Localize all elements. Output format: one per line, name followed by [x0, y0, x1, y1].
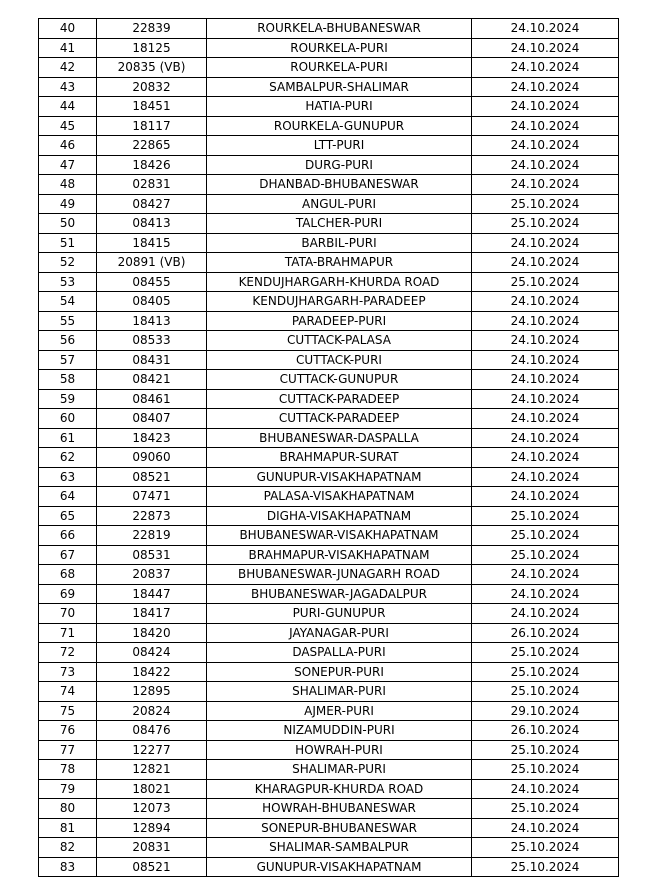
- train-number-cell: 08421: [97, 370, 207, 390]
- train-number-cell: 18422: [97, 662, 207, 682]
- route-cell: SHALIMAR-PURI: [207, 682, 472, 702]
- table-row: [39, 370, 619, 390]
- serial-number-cell: 47: [39, 155, 97, 175]
- table-row: [39, 19, 619, 39]
- route-cell: BHUBANESWAR-VISAKHAPATNAM: [207, 526, 472, 546]
- date-cell: 24.10.2024: [472, 116, 619, 136]
- date-cell: 24.10.2024: [472, 38, 619, 58]
- serial-number-cell: 55: [39, 311, 97, 331]
- serial-number-cell: 53: [39, 272, 97, 292]
- route-cell: TALCHER-PURI: [207, 214, 472, 234]
- table-row: [39, 721, 619, 741]
- table-row: [39, 682, 619, 702]
- train-number-cell: 18021: [97, 779, 207, 799]
- train-number-cell: 18447: [97, 584, 207, 604]
- table-row: [39, 233, 619, 253]
- route-cell: BARBIL-PURI: [207, 233, 472, 253]
- date-cell: 24.10.2024: [472, 58, 619, 78]
- route-cell: DHANBAD-BHUBANESWAR: [207, 175, 472, 195]
- serial-number-cell: 75: [39, 701, 97, 721]
- route-cell: ROURKELA-PURI: [207, 58, 472, 78]
- table-row: [39, 740, 619, 760]
- date-cell: 24.10.2024: [472, 19, 619, 39]
- train-number-cell: 18417: [97, 604, 207, 624]
- date-cell: 24.10.2024: [472, 136, 619, 156]
- train-schedule-table: [38, 18, 619, 877]
- serial-number-cell: 71: [39, 623, 97, 643]
- table-row: [39, 253, 619, 273]
- train-number-cell: 18413: [97, 311, 207, 331]
- table-row: [39, 77, 619, 97]
- serial-number-cell: 62: [39, 448, 97, 468]
- serial-number-cell: 78: [39, 760, 97, 780]
- route-cell: CUTTACK-PURI: [207, 350, 472, 370]
- serial-number-cell: 49: [39, 194, 97, 214]
- date-cell: 25.10.2024: [472, 760, 619, 780]
- train-number-cell: 08413: [97, 214, 207, 234]
- route-cell: CUTTACK-PARADEEP: [207, 389, 472, 409]
- serial-number-cell: 63: [39, 467, 97, 487]
- date-cell: 24.10.2024: [472, 818, 619, 838]
- train-number-cell: 22865: [97, 136, 207, 156]
- route-cell: ROURKELA-PURI: [207, 38, 472, 58]
- train-number-cell: 08461: [97, 389, 207, 409]
- date-cell: 24.10.2024: [472, 428, 619, 448]
- date-cell: 26.10.2024: [472, 721, 619, 741]
- serial-number-cell: 45: [39, 116, 97, 136]
- train-number-cell: 09060: [97, 448, 207, 468]
- date-cell: 25.10.2024: [472, 545, 619, 565]
- route-cell: SHALIMAR-SAMBALPUR: [207, 838, 472, 858]
- table-row: [39, 779, 619, 799]
- table-row: [39, 467, 619, 487]
- train-number-cell: 12895: [97, 682, 207, 702]
- date-cell: 25.10.2024: [472, 682, 619, 702]
- table-row: [39, 136, 619, 156]
- serial-number-cell: 50: [39, 214, 97, 234]
- route-cell: TATA-BRAHMAPUR: [207, 253, 472, 273]
- table-body: [39, 19, 619, 877]
- serial-number-cell: 44: [39, 97, 97, 117]
- serial-number-cell: 58: [39, 370, 97, 390]
- serial-number-cell: 46: [39, 136, 97, 156]
- serial-number-cell: 52: [39, 253, 97, 273]
- serial-number-cell: 43: [39, 77, 97, 97]
- serial-number-cell: 74: [39, 682, 97, 702]
- table-row: [39, 506, 619, 526]
- route-cell: ANGUL-PURI: [207, 194, 472, 214]
- train-number-cell: 08521: [97, 857, 207, 877]
- train-number-cell: 08431: [97, 350, 207, 370]
- serial-number-cell: 48: [39, 175, 97, 195]
- date-cell: 25.10.2024: [472, 662, 619, 682]
- table-row: [39, 526, 619, 546]
- date-cell: 25.10.2024: [472, 194, 619, 214]
- table-row: [39, 584, 619, 604]
- train-number-cell: 20831: [97, 838, 207, 858]
- serial-number-cell: 41: [39, 38, 97, 58]
- table-row: [39, 409, 619, 429]
- date-cell: 26.10.2024: [472, 623, 619, 643]
- train-number-cell: 08533: [97, 331, 207, 351]
- serial-number-cell: 65: [39, 506, 97, 526]
- train-number-cell: 18125: [97, 38, 207, 58]
- route-cell: BRAHMAPUR-VISAKHAPATNAM: [207, 545, 472, 565]
- table-row: [39, 662, 619, 682]
- date-cell: 24.10.2024: [472, 175, 619, 195]
- train-number-cell: 08455: [97, 272, 207, 292]
- route-cell: HOWRAH-BHUBANESWAR: [207, 799, 472, 819]
- route-cell: SAMBALPUR-SHALIMAR: [207, 77, 472, 97]
- table-row: [39, 604, 619, 624]
- table-row: [39, 214, 619, 234]
- table-row: [39, 97, 619, 117]
- serial-number-cell: 83: [39, 857, 97, 877]
- route-cell: BHUBANESWAR-JUNAGARH ROAD: [207, 565, 472, 585]
- date-cell: 25.10.2024: [472, 526, 619, 546]
- route-cell: DASPALLA-PURI: [207, 643, 472, 663]
- train-number-cell: 07471: [97, 487, 207, 507]
- date-cell: 24.10.2024: [472, 155, 619, 175]
- train-number-cell: 08405: [97, 292, 207, 312]
- train-number-cell: 08521: [97, 467, 207, 487]
- train-number-cell: 12277: [97, 740, 207, 760]
- train-number-cell: 20824: [97, 701, 207, 721]
- table-row: [39, 799, 619, 819]
- date-cell: 25.10.2024: [472, 643, 619, 663]
- route-cell: GUNUPUR-VISAKHAPATNAM: [207, 467, 472, 487]
- train-number-cell: 08424: [97, 643, 207, 663]
- date-cell: 25.10.2024: [472, 740, 619, 760]
- train-number-cell: 22819: [97, 526, 207, 546]
- table-row: [39, 565, 619, 585]
- route-cell: SONEPUR-BHUBANESWAR: [207, 818, 472, 838]
- table-row: [39, 350, 619, 370]
- train-number-cell: 20837: [97, 565, 207, 585]
- serial-number-cell: 57: [39, 350, 97, 370]
- date-cell: 24.10.2024: [472, 448, 619, 468]
- table-row: [39, 155, 619, 175]
- train-number-cell: 22873: [97, 506, 207, 526]
- route-cell: KENDUJHARGARH-PARADEEP: [207, 292, 472, 312]
- table-row: [39, 428, 619, 448]
- route-cell: DIGHA-VISAKHAPATNAM: [207, 506, 472, 526]
- serial-number-cell: 68: [39, 565, 97, 585]
- train-number-cell: 12894: [97, 818, 207, 838]
- date-cell: 24.10.2024: [472, 77, 619, 97]
- table-row: [39, 272, 619, 292]
- serial-number-cell: 77: [39, 740, 97, 760]
- serial-number-cell: 80: [39, 799, 97, 819]
- train-number-cell: 12073: [97, 799, 207, 819]
- route-cell: KHARAGPUR-KHURDA ROAD: [207, 779, 472, 799]
- train-number-cell: 18415: [97, 233, 207, 253]
- train-number-cell: 18451: [97, 97, 207, 117]
- date-cell: 25.10.2024: [472, 857, 619, 877]
- serial-number-cell: 54: [39, 292, 97, 312]
- route-cell: GUNUPUR-VISAKHAPATNAM: [207, 857, 472, 877]
- route-cell: BRAHMAPUR-SURAT: [207, 448, 472, 468]
- table-row: [39, 116, 619, 136]
- serial-number-cell: 76: [39, 721, 97, 741]
- route-cell: SONEPUR-PURI: [207, 662, 472, 682]
- serial-number-cell: 81: [39, 818, 97, 838]
- serial-number-cell: 69: [39, 584, 97, 604]
- table-row: [39, 838, 619, 858]
- date-cell: 24.10.2024: [472, 253, 619, 273]
- train-number-cell: 20832: [97, 77, 207, 97]
- date-cell: 24.10.2024: [472, 584, 619, 604]
- train-number-cell: 02831: [97, 175, 207, 195]
- date-cell: 24.10.2024: [472, 487, 619, 507]
- table-row: [39, 448, 619, 468]
- date-cell: 24.10.2024: [472, 467, 619, 487]
- table-row: [39, 175, 619, 195]
- route-cell: KENDUJHARGARH-KHURDA ROAD: [207, 272, 472, 292]
- date-cell: 24.10.2024: [472, 389, 619, 409]
- route-cell: LTT-PURI: [207, 136, 472, 156]
- table-row: [39, 760, 619, 780]
- serial-number-cell: 72: [39, 643, 97, 663]
- serial-number-cell: 66: [39, 526, 97, 546]
- date-cell: 25.10.2024: [472, 272, 619, 292]
- date-cell: 24.10.2024: [472, 331, 619, 351]
- serial-number-cell: 51: [39, 233, 97, 253]
- train-number-cell: 18420: [97, 623, 207, 643]
- route-cell: ROURKELA-BHUBANESWAR: [207, 19, 472, 39]
- table-row: [39, 38, 619, 58]
- table-row: [39, 701, 619, 721]
- train-number-cell: 08531: [97, 545, 207, 565]
- table-row: [39, 857, 619, 877]
- train-number-cell: 18117: [97, 116, 207, 136]
- train-number-cell: 22839: [97, 19, 207, 39]
- serial-number-cell: 59: [39, 389, 97, 409]
- train-number-cell: 20891 (VB): [97, 253, 207, 273]
- route-cell: HATIA-PURI: [207, 97, 472, 117]
- date-cell: 24.10.2024: [472, 779, 619, 799]
- route-cell: DURG-PURI: [207, 155, 472, 175]
- train-number-cell: 18423: [97, 428, 207, 448]
- date-cell: 24.10.2024: [472, 409, 619, 429]
- date-cell: 25.10.2024: [472, 214, 619, 234]
- serial-number-cell: 64: [39, 487, 97, 507]
- route-cell: HOWRAH-PURI: [207, 740, 472, 760]
- route-cell: JAYANAGAR-PURI: [207, 623, 472, 643]
- train-number-cell: 08476: [97, 721, 207, 741]
- route-cell: CUTTACK-GUNUPUR: [207, 370, 472, 390]
- route-cell: ROURKELA-GUNUPUR: [207, 116, 472, 136]
- route-cell: PURI-GUNUPUR: [207, 604, 472, 624]
- serial-number-cell: 67: [39, 545, 97, 565]
- date-cell: 24.10.2024: [472, 604, 619, 624]
- route-cell: SHALIMAR-PURI: [207, 760, 472, 780]
- serial-number-cell: 79: [39, 779, 97, 799]
- train-number-cell: 18426: [97, 155, 207, 175]
- table-row: [39, 331, 619, 351]
- table-row: [39, 311, 619, 331]
- table-row: [39, 292, 619, 312]
- date-cell: 24.10.2024: [472, 565, 619, 585]
- date-cell: 25.10.2024: [472, 799, 619, 819]
- route-cell: CUTTACK-PARADEEP: [207, 409, 472, 429]
- serial-number-cell: 73: [39, 662, 97, 682]
- table-row: [39, 389, 619, 409]
- train-number-cell: 08427: [97, 194, 207, 214]
- date-cell: 25.10.2024: [472, 506, 619, 526]
- serial-number-cell: 56: [39, 331, 97, 351]
- table-row: [39, 545, 619, 565]
- date-cell: 29.10.2024: [472, 701, 619, 721]
- serial-number-cell: 61: [39, 428, 97, 448]
- route-cell: AJMER-PURI: [207, 701, 472, 721]
- serial-number-cell: 70: [39, 604, 97, 624]
- date-cell: 25.10.2024: [472, 838, 619, 858]
- route-cell: BHUBANESWAR-JAGADALPUR: [207, 584, 472, 604]
- route-cell: PALASA-VISAKHAPATNAM: [207, 487, 472, 507]
- route-cell: CUTTACK-PALASA: [207, 331, 472, 351]
- date-cell: 24.10.2024: [472, 97, 619, 117]
- route-cell: NIZAMUDDIN-PURI: [207, 721, 472, 741]
- table-row: [39, 194, 619, 214]
- route-cell: PARADEEP-PURI: [207, 311, 472, 331]
- date-cell: 24.10.2024: [472, 292, 619, 312]
- table-row: [39, 623, 619, 643]
- serial-number-cell: 60: [39, 409, 97, 429]
- serial-number-cell: 40: [39, 19, 97, 39]
- date-cell: 24.10.2024: [472, 350, 619, 370]
- serial-number-cell: 82: [39, 838, 97, 858]
- route-cell: BHUBANESWAR-DASPALLA: [207, 428, 472, 448]
- serial-number-cell: 42: [39, 58, 97, 78]
- train-number-cell: 12821: [97, 760, 207, 780]
- date-cell: 24.10.2024: [472, 370, 619, 390]
- date-cell: 24.10.2024: [472, 311, 619, 331]
- date-cell: 24.10.2024: [472, 233, 619, 253]
- table-row: [39, 487, 619, 507]
- table-row: [39, 643, 619, 663]
- train-number-cell: 20835 (VB): [97, 58, 207, 78]
- table-row: [39, 58, 619, 78]
- train-number-cell: 08407: [97, 409, 207, 429]
- table-row: [39, 818, 619, 838]
